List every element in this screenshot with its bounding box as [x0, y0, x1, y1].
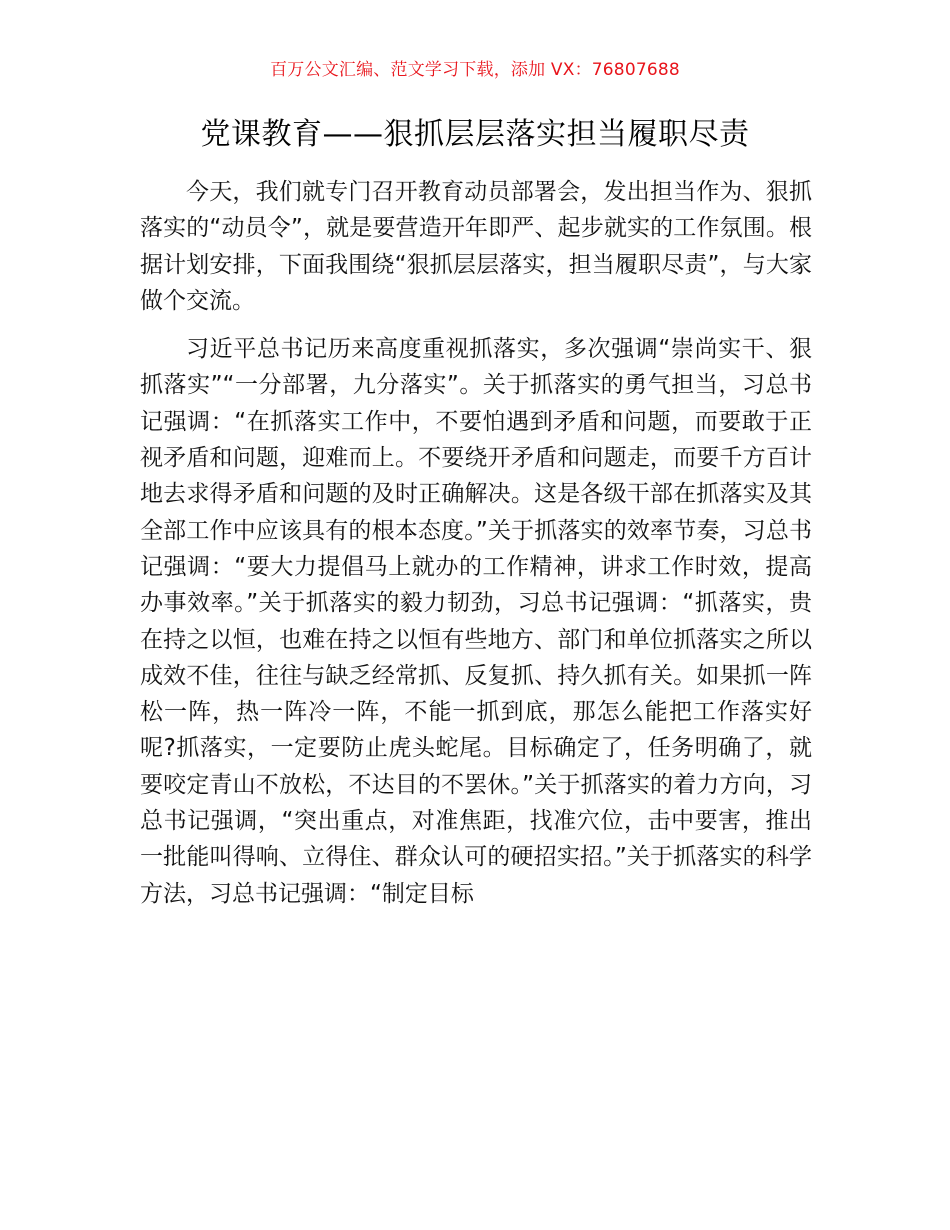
document-body — [140, 174, 812, 912]
paragraph-main: 习近平总书记历来高度重视抓落实，多次强调“崇尚实干、狠抓落实”“一分部署，九分落实”。关于抓落实的勇气担当，习总书记强调：“在抓落实工作中，不要怕遇到矛盾和问题，而要敢于正视矛盾和问题，迎难而上。不要绕开矛盾和问题走，而要千方百计地去求得矛盾和问题的及时正确解决。这是各级干部在抓落实及其全部工作中应该具有的根本态度。”关于抓落实的效率节奏，习总书记强调：“要大力提倡马上就办的工作精神，讲求工作时效，提高办事效率。”关于抓落实的毅力韧劲，习总书记强调：“抓落实，贵在持之以恒，也难在持之以恒有些地方、部门和单位抓落实之所以成效不佳，往往与缺乏经常抓、反复抓、持久抓有关。如果抓一阵松一阵，热一阵冷一阵，不能一抓到底，那怎么能把工作落实好呢?抓落实，一定要防止虎头蛇尾。目标确定了，任务明确了，就要咬定青山不放松，不达目的不罢休。”关于抓落实的着力方向，习总书记强调，“突出重点，对准焦距，找准穴位，击中要害，推出一批能叫得响、立得住、群众认可的硬招实招。”关于抓落实的科学方法，习总书记强调：“制定目标 — [140, 336, 812, 907]
paragraph-intro: 今天，我们就专门召开教育动员部署会，发出担当作为、狠抓落实的“动员令”，就是要营造开年即严、起步就实的工作氛围。根据计划安排，下面我围绕“狠抓层层落实，担当履职尽责”，与大家做个交流。 — [140, 179, 812, 314]
document-title: 党课教育——狠抓层层落实担当履职尽责 — [200, 117, 750, 152]
watermark-header: 百万公文汇编、范文学习下载，添加 VX：76807688 — [270, 60, 680, 80]
